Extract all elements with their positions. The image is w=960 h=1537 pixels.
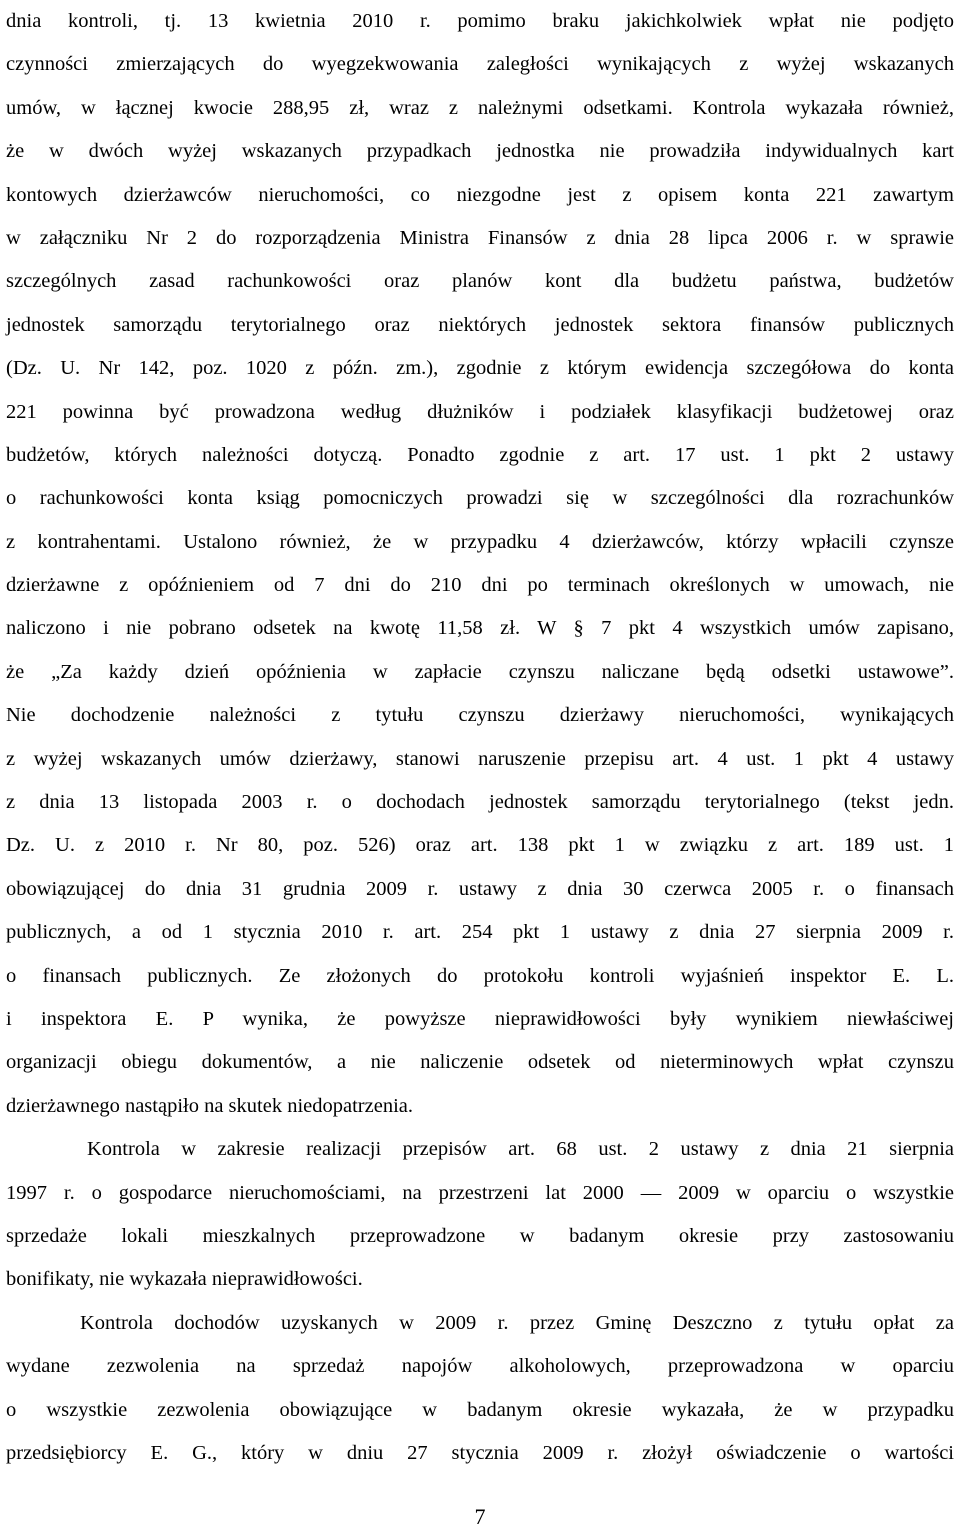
text-line: że „Za każdy dzień opóźnienia w zapłacie czynszu naliczane będą odsetki ustawowe”. [6,660,954,683]
text-line: kontowych dzierżawców nieruchomości, co niezgodne jest z opisem konta 221 zawartym [6,183,954,206]
text-line: wydane zezwolenia na sprzedaż napojów alkoholowych, przeprowadzona w oparciu [6,1355,954,1378]
text-line: przedsiębiorcy E. G., który w dniu 27 stycznia 2009 r. złożył oświadczenie o wartości [6,1441,954,1464]
text-line: 1997 r. o gospodarce nieruchomościami, na przestrzeni lat 2000 — 2009 w oparciu o wszystkie [6,1181,954,1204]
text-line: szczególnych zasad rachunkowości oraz planów kont dla budżetu państwa, budżetów [6,270,954,293]
text-line: bonifikaty, nie wykazała nieprawidłowości. [6,1268,363,1291]
text-line: Nie dochodzenie należności z tytułu czynszu dzierżawy nieruchomości, wynikających [6,704,954,727]
text-line: jednostek samorządu terytorialnego oraz niektórych jednostek sektora finansów publicznych [6,313,954,336]
text-line: Dz. U. z 2010 r. Nr 80, poz. 526) oraz art. 138 pkt 1 w związku z art. 189 ust. 1 [6,834,954,857]
text-line: naliczono i nie pobrano odsetek na kwotę 11,58 zł. W § 7 pkt 4 wszystkich umów zapisano, [6,617,954,640]
body-text [6,0,954,1475]
text-line: dnia kontroli, tj. 13 kwietnia 2010 r. pomimo braku jakichkolwiek wpłat nie podjęto [6,10,954,32]
text-line: o finansach publicznych. Ze złożonych do protokołu kontroli wyjaśnień inspektor E. L. [6,964,954,987]
text-line: z wyżej wskazanych umów dzierżawy, stanowi naruszenie przepisu art. 4 ust. 1 pkt 4 ustawy [6,747,954,770]
text-line: 221 powinna być prowadzona według dłużników i podziałek klasyfikacji budżetowej oraz [6,400,954,423]
text-line: czynności zmierzających do wyegzekwowania zaległości wynikających z wyżej wskazanych [6,53,954,76]
text-line: z kontrahentami. Ustalono również, że w przypadku 4 dzierżawców, którzy wpłacili czynsze [6,530,954,553]
text-line: dzierżawne z opóźnieniem od 7 dni do 210 dni po terminach określonych w umowach, nie [6,574,954,597]
text-line: dzierżawnego nastąpiło na skutek niedopatrzenia. [6,1094,413,1117]
text-line: budżetów, których należności dotyczą. Ponadto zgodnie z art. 17 ust. 1 pkt 2 ustawy [6,443,954,466]
text-line: o rachunkowości konta ksiąg pomocniczych prowadzi się w szczególności dla rozrachunków [6,487,954,510]
text-line: w załączniku Nr 2 do rozporządzenia Ministra Finansów z dnia 28 lipca 2006 r. w sprawie [6,226,954,249]
text-line: publicznych, a od 1 stycznia 2010 r. art. 254 pkt 1 ustawy z dnia 27 sierpnia 2009 r. [6,921,954,944]
text-line: Kontrola w zakresie realizacji przepisów art. 68 ust. 2 ustawy z dnia 21 sierpnia [87,1138,954,1161]
text-line: o wszystkie zezwolenia obowiązujące w badanym okresie wykazała, że w przypadku [6,1398,954,1421]
text-line: i inspektora E. P wynika, że powyższe nieprawidłowości były wynikiem niewłaściwej [6,1007,954,1030]
text-line: że w dwóch wyżej wskazanych przypadkach jednostka nie prowadziła indywidualnych kart [6,140,954,163]
text-line: obowiązującej do dnia 31 grudnia 2009 r. ustawy z dnia 30 czerwca 2005 r. o finansach [6,877,954,900]
page-number: 7 [474,1504,486,1529]
text-line: organizacji obiegu dokumentów, a nie naliczenie odsetek od nieterminowych wpłat czynszu [6,1051,954,1074]
text-line: sprzedaże lokali mieszkalnych przeprowadzone w badanym okresie przy zastosowaniu [6,1224,954,1247]
text-line: Kontrola dochodów uzyskanych w 2009 r. przez Gminę Deszczno z tytułu opłat za [80,1311,954,1334]
text-line: z dnia 13 listopada 2003 r. o dochodach jednostek samorządu terytorialnego (tekst jedn. [6,791,954,814]
text-line: (Dz. U. Nr 142, poz. 1020 z późn. zm.), zgodnie z którym ewidencja szczegółowa do konta [6,357,954,380]
text-line: umów, w łącznej kwocie 288,95 zł, wraz z należnymi odsetkami. Kontrola wykazała również, [6,96,954,119]
